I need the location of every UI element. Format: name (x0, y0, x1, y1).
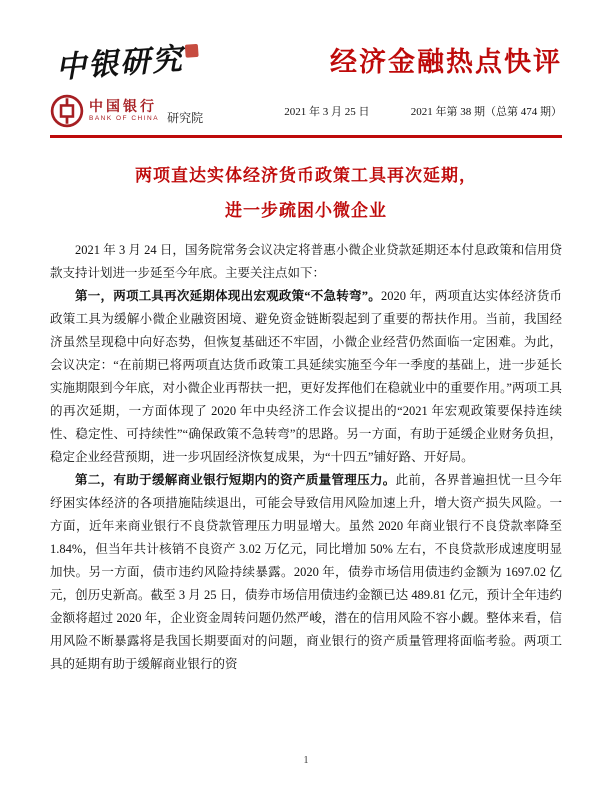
document-body (50, 158, 562, 676)
paragraph-point-two (50, 469, 562, 676)
red-seal-stamp-icon (185, 44, 199, 58)
paragraph-point-two-lead: 第二，有助于缓解商业银行短期内的资产质量管理压力。 (75, 472, 396, 487)
paragraph-intro: 2021 年 3 月 24 日，国务院常务会议决定将普惠小微企业贷款延期还本付息政策和信用贷款支持计划进一步延至今年底。主要关注点如下： (50, 242, 562, 280)
issue-number: 2021 年第 38 期（总第 474 期） (410, 106, 562, 118)
masthead-top-row (50, 41, 562, 86)
article-text (50, 239, 562, 676)
paragraph-point-one (50, 285, 562, 469)
paragraph-point-one-body: 2020 年，两项直达实体经济货币政策工具为缓解小微企业融资困境、避免资金链断裂起到了重要的帮扶作用。当前，我国经济虽然呈现稳中向好态势，但恢复基础还不牢固，小微企业经营仍然面临一定困难。为此，会议决定：“在前期已将两项直达货币政策工具延续实施至今年一季度的基础上，进一步延长实施期限到今年底，对小微企业再帮扶一把，更好发挥他们在稳就业中的重要作用。”两项工具的再次延期，一方面体现了 2020 年中央经济工作会议提出的“2021 年宏观政策要保持连续性、稳定性、可持续性”“确保政策不急转弯”的思路。另一方面，有助于延缓企业财务负担，稳定企业经营预期，进一步巩固经济恢复成果，为“十四五”铺好路、开好局。 (50, 288, 562, 464)
paragraph-point-two-body: 此前，各界普遍担忧一旦今年纾困实体经济的各项措施陆续退出，可能会导致信用风险加速上升，增大资产损失风险。一方面，近年来商业银行不良贷款管理压力明显增大。虽然 2020 年商业银行不良贷款率降至 1.84%，但当年共计核销不良资产 3.02 万亿元，同比增加 50% 左右，不良贷款形成速度明显加快。另一方面，债市违约风险持续暴露。2020 年，债券市场信用债违约金额为 1697.02 亿元，创历史新高。截至 3 月 25 日，债券市场信用债违约金额已达 489.81 亿元，预计全年违约金额将超过 2020 年，企业资金周转问题仍然严峻，潜在的信用风险不容小觑。整体来看，信用风险不断暴露将是我国长期要面对的问题，商业银行的资产质量管理将面临考验。两项工具的延期有助于缓解商业银行的资 (50, 472, 562, 671)
document-title-line1: 两项直达实体经济货币政策工具再次延期， (135, 165, 477, 185)
publication-date: 2021 年 3 月 25 日 (284, 106, 370, 118)
document-title-line2: 进一步疏困小微企业 (225, 201, 387, 221)
bank-name-english: BANK OF CHINA (89, 115, 160, 123)
bank-of-china-logo-icon (50, 94, 84, 128)
masthead-title: 经济金融热点快评 (330, 47, 562, 78)
bank-name-block (89, 100, 159, 123)
boc-research-calligraphy-logo (49, 41, 200, 87)
paragraph-point-one-lead: 第一，两项工具再次延期体现出宏观政策“不急转弯”。 (75, 288, 381, 303)
header-divider-rule (50, 135, 562, 138)
masthead (50, 41, 562, 138)
page-number: 1 (303, 755, 309, 766)
bank-name-chinese: 中国银行 (89, 99, 157, 115)
calligraphy-text: 中银研究 (54, 41, 186, 86)
document-title (50, 158, 562, 229)
institute-label: 研究院 (167, 111, 204, 125)
bank-identity-block (50, 94, 203, 128)
masthead-info-row (50, 94, 562, 128)
